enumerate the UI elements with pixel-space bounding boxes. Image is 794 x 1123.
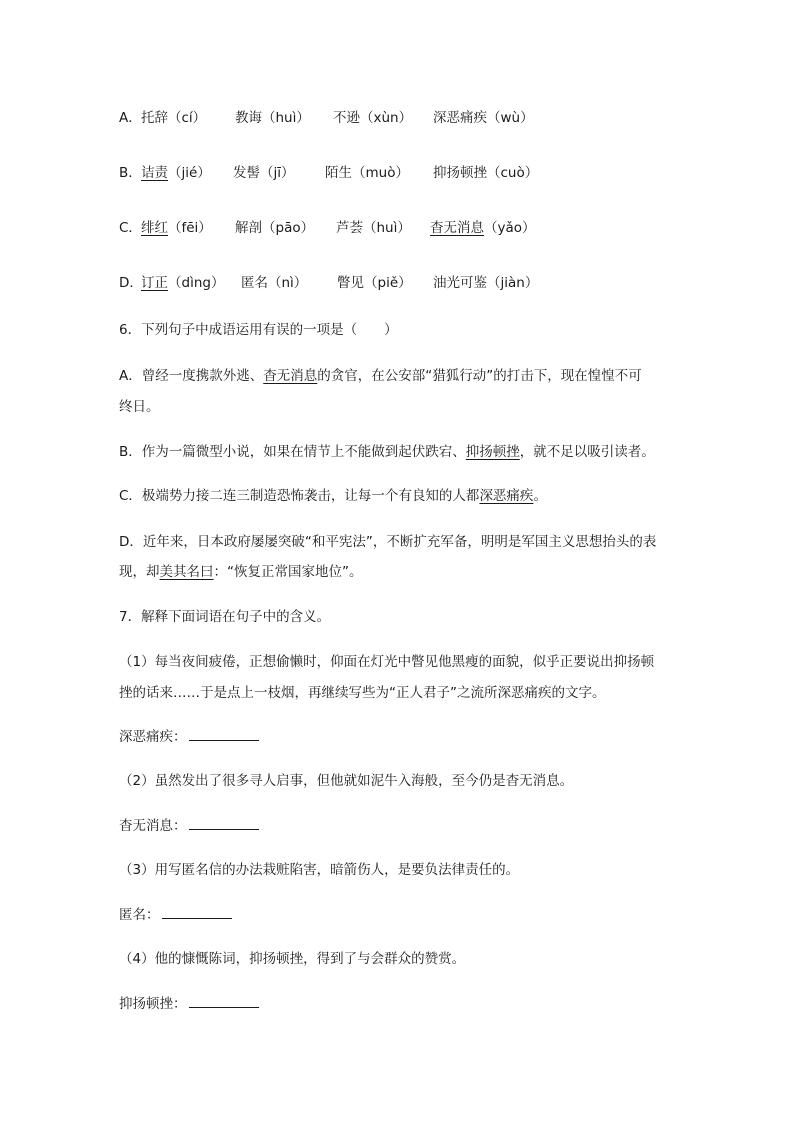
answer-blank[interactable]: [189, 994, 259, 1008]
q7-sentence-1-line1: （1）每当夜间疲倦，正想偷懒时，仰面在灯光中瞥见他黑瘦的面貌，似乎正要说出抑扬顿: [119, 654, 655, 670]
text: 现，却: [119, 564, 160, 580]
q6-option-a-line2: 终日。: [119, 399, 160, 415]
text: 。: [533, 488, 547, 504]
option-item: [141, 273, 224, 293]
option-item: 陌生（muò）: [325, 165, 409, 181]
answer-blank[interactable]: [189, 816, 259, 830]
q6-stem: 6．下列句子中成语运用有误的一项是（ ）: [119, 322, 398, 338]
option-item: 芦荟（huì）: [336, 220, 411, 236]
underlined-idiom: 深恶痛疾: [479, 488, 534, 504]
option-item: 教诲（huì）: [235, 110, 310, 126]
option-item: 油光可鉴（jiàn）: [433, 275, 539, 291]
underlined-word: 绯红: [141, 220, 168, 236]
text: B．作为一篇微型小说，如果在情节上不能做到起伏跌宕、: [119, 444, 466, 460]
option-item: 深恶痛疾（wù）: [433, 110, 534, 126]
answer-label: 杳无消息：: [119, 818, 187, 834]
pinyin: （yǎo）: [484, 220, 536, 236]
option-letter: A．: [119, 110, 142, 126]
answer-blank[interactable]: [189, 727, 259, 741]
option-item: 匿名（nì）: [241, 275, 308, 291]
q7-stem: 7．解释下面词语在句子中的含义。: [119, 609, 331, 625]
q7-sentence-4: （4）他的慷慨陈词，抑扬顿挫，得到了与会群众的赞赏。: [119, 951, 466, 967]
answer-label: 匿名：: [119, 907, 160, 923]
option-letter: B．: [119, 165, 142, 181]
text: ，就不足以吸引读者。: [519, 444, 655, 460]
option-row-c: [0, 218, 794, 238]
pinyin: （jié）: [168, 165, 211, 181]
underlined-word: 诘责: [141, 165, 168, 181]
text: ：“恢复正常国家地位”。: [213, 564, 363, 580]
q7-answer-1: [119, 727, 259, 747]
option-item: 不逊（xùn）: [333, 110, 413, 126]
text: C．极端势力接二连三制造恐怖袭击，让每一个有良知的人都: [119, 488, 480, 504]
option-letter: C．: [119, 220, 142, 236]
pinyin: （fēi）: [168, 220, 212, 236]
answer-label: 深恶痛疾：: [119, 729, 187, 745]
option-item: 托辞（cí）: [141, 110, 207, 126]
underlined-idiom: 抑扬顿挫: [465, 444, 520, 460]
option-item: 瞥见（piě）: [337, 275, 412, 291]
q7-answer-2: [119, 816, 259, 836]
q6-option-b: [119, 442, 655, 462]
underlined-idiom: 美其名曰: [159, 564, 214, 580]
answer-blank[interactable]: [162, 905, 232, 919]
answer-label: 抑扬顿挫：: [119, 996, 187, 1012]
option-item: 抑扬顿挫（cuò）: [433, 165, 539, 181]
option-item: 解剖（pāo）: [235, 220, 315, 236]
option-row-b: [0, 163, 794, 183]
option-row-d: [0, 273, 794, 293]
q7-answer-3: [119, 905, 232, 925]
q7-answer-4: [119, 994, 259, 1014]
q7-sentence-3: （3）用写匿名信的办法栽赃陷害，暗箭伤人，是要负法律责任的。: [119, 862, 520, 878]
option-row-a: [0, 108, 794, 128]
option-item: 发髻（jī）: [233, 165, 295, 181]
q6-option-a-line1: [119, 366, 642, 386]
q7-sentence-2: （2）虽然发出了很多寻人启事，但他就如泥牛入海般，至今仍是杳无消息。: [119, 773, 574, 789]
q7-sentence-1-line2: 挫的话来……于是点上一枝烟，再继续写些为“正人君子”之流所深恶痛疾的文字。: [119, 685, 606, 701]
text: 的贪官，在公安部“猎狐行动”的打击下，现在惶惶不可: [317, 368, 642, 384]
q6-option-c: [119, 486, 547, 506]
underlined-word: 杳无消息: [430, 220, 484, 236]
option-item: [141, 218, 212, 238]
text: A．曾经一度携款外逃、: [119, 368, 264, 384]
underlined-word: 订正: [141, 275, 168, 291]
option-letter: D．: [119, 275, 143, 291]
pinyin: （dìng）: [168, 275, 225, 291]
option-item: [430, 218, 536, 238]
q6-option-d-line1: D．近年来，日本政府屡屡突破“和平宪法”，不断扩充军备，明明是军国主义思想抬头的表: [119, 534, 657, 550]
q6-option-d-line2: [119, 562, 363, 582]
option-item: [141, 163, 211, 183]
underlined-idiom: 杳无消息: [263, 368, 318, 384]
